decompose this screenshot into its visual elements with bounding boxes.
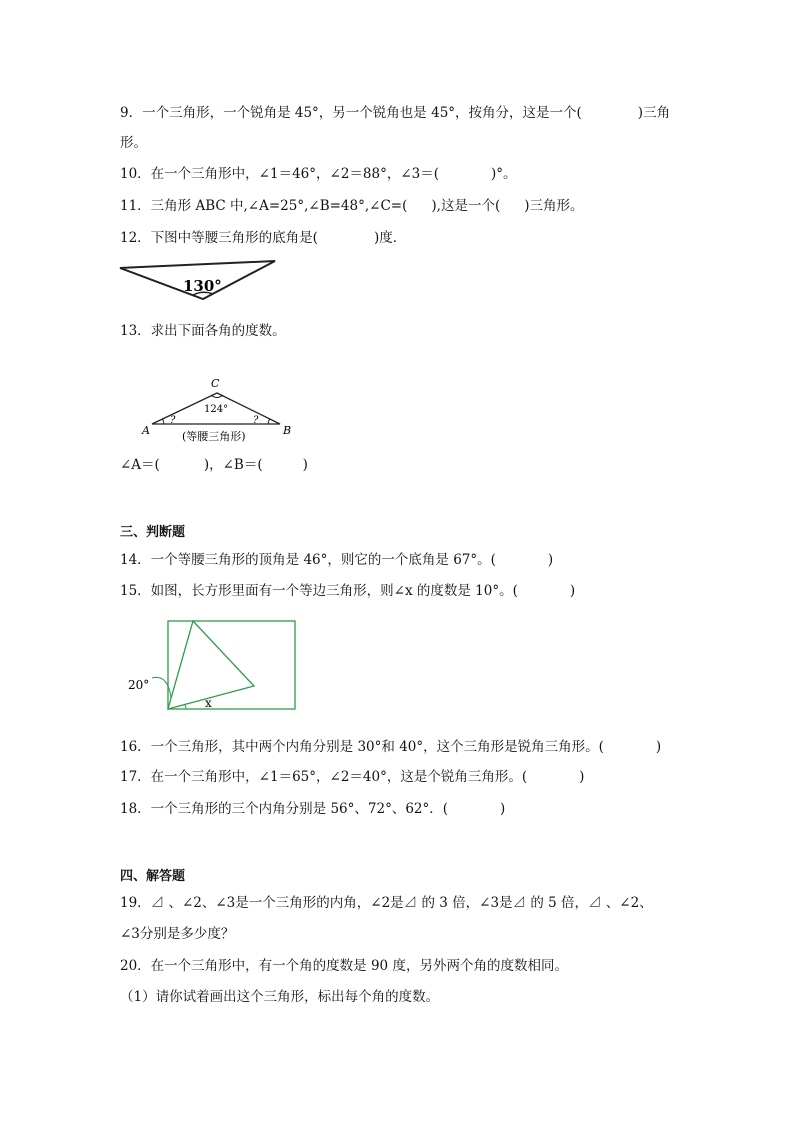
section-4-heading: 四、解答题 xyxy=(120,869,186,884)
question-15-text: 15．如图，长方形里面有一个等边三角形，则∠x 的度数是 10°。( xyxy=(120,583,518,599)
question-12 xyxy=(120,229,406,247)
angle-b-answer-label: )，∠B＝( xyxy=(203,457,263,473)
angle-x-label: x xyxy=(205,696,212,710)
angle-a-arc xyxy=(162,419,164,424)
figure-rectangle-equilateral-triangle xyxy=(124,618,300,714)
question-9-continued: 形。 xyxy=(120,135,147,151)
question-11 xyxy=(120,197,584,215)
vertex-c-label: C xyxy=(211,377,220,390)
question-13-answers xyxy=(120,456,308,474)
angle-a-answer-label: ∠A＝( xyxy=(120,457,160,473)
question-17 xyxy=(120,768,584,786)
vertex-a-label: A xyxy=(142,424,150,437)
question-20: 20．在一个三角形中，有一个角的度数是 90 度，另外两个角的度数相同。 xyxy=(120,958,568,974)
question-11-text: 11．三角形 ABC 中,∠A=25°,∠B=48°,∠C=( xyxy=(120,198,408,214)
question-16 xyxy=(120,738,661,756)
question-10-text: 10．在一个三角形中，∠1＝46°，∠2＝88°，∠3＝( xyxy=(120,166,440,182)
angle-c-label: 124° xyxy=(204,404,229,415)
question-12-text: 12．下图中等腰三角形的底角是( xyxy=(120,230,318,246)
figure-isosceles-triangle-abc xyxy=(140,372,300,448)
question-18 xyxy=(120,800,505,818)
rectangle-shape xyxy=(168,621,295,709)
question-18-text-end: ) xyxy=(500,801,506,817)
question-15-text-end: ) xyxy=(569,583,576,599)
question-16-text: 16．一个三角形，其中两个内角分别是 30°和 40°，这个三角形是锐角三角形。( xyxy=(120,739,604,755)
figure-caption: (等腰三角形) xyxy=(182,430,246,443)
answer-close: ) xyxy=(302,457,308,473)
question-20-part-1: （1）请你试着画出这个三角形，标出每个角的度数。 xyxy=(120,989,440,1005)
angle-20-label: 20° xyxy=(128,678,150,692)
question-19-continued: ∠3分别是多少度？ xyxy=(120,926,235,942)
question-11-text-end: )三角形。 xyxy=(524,198,584,214)
question-11-text-mid: ),这是一个( xyxy=(431,198,501,214)
question-9-text-end: )三角 xyxy=(637,105,671,121)
figure-isosceles-obtuse-triangle xyxy=(117,258,279,306)
question-16-text-end: ) xyxy=(655,739,662,755)
question-13: 13．求出下面各角的度数。 xyxy=(120,323,286,339)
question-19: 19．⊿ 、∠2、∠3是一个三角形的内角，∠2是⊿ 的 3 倍，∠3是⊿ 的 5 倍，⊿ 、∠2、 xyxy=(120,895,653,911)
question-14-text-end: ) xyxy=(547,552,554,568)
angle-label: 130° xyxy=(183,277,222,295)
question-18-text: 18．一个三角形的三个内角分别是 56°、72°、62°．( xyxy=(120,801,449,817)
question-17-text-end: ) xyxy=(579,769,585,785)
question-10 xyxy=(120,165,517,183)
angle-b-arc xyxy=(268,419,270,424)
angle-a-unknown: ? xyxy=(170,415,176,426)
vertex-b-label: B xyxy=(283,424,292,437)
question-15 xyxy=(120,582,575,600)
question-14-text: 14．一个等腰三角形的顶角是 46°，则它的一个底角是 67°。( xyxy=(120,552,496,568)
question-9-text: 9．一个三角形，一个锐角是 45°，另一个锐角也是 45°，按角分，这是一个( xyxy=(120,105,582,121)
question-12-text-end: )度． xyxy=(373,230,407,246)
section-3-heading: 三、判断题 xyxy=(120,525,186,540)
question-10-text-end: )°。 xyxy=(491,166,517,182)
angle-b-unknown: ? xyxy=(253,415,259,426)
question-14 xyxy=(120,551,553,569)
question-9 xyxy=(120,104,670,122)
question-17-text: 17．在一个三角形中，∠1＝65°，∠2＝40°，这是个锐角三角形。( xyxy=(120,769,528,785)
